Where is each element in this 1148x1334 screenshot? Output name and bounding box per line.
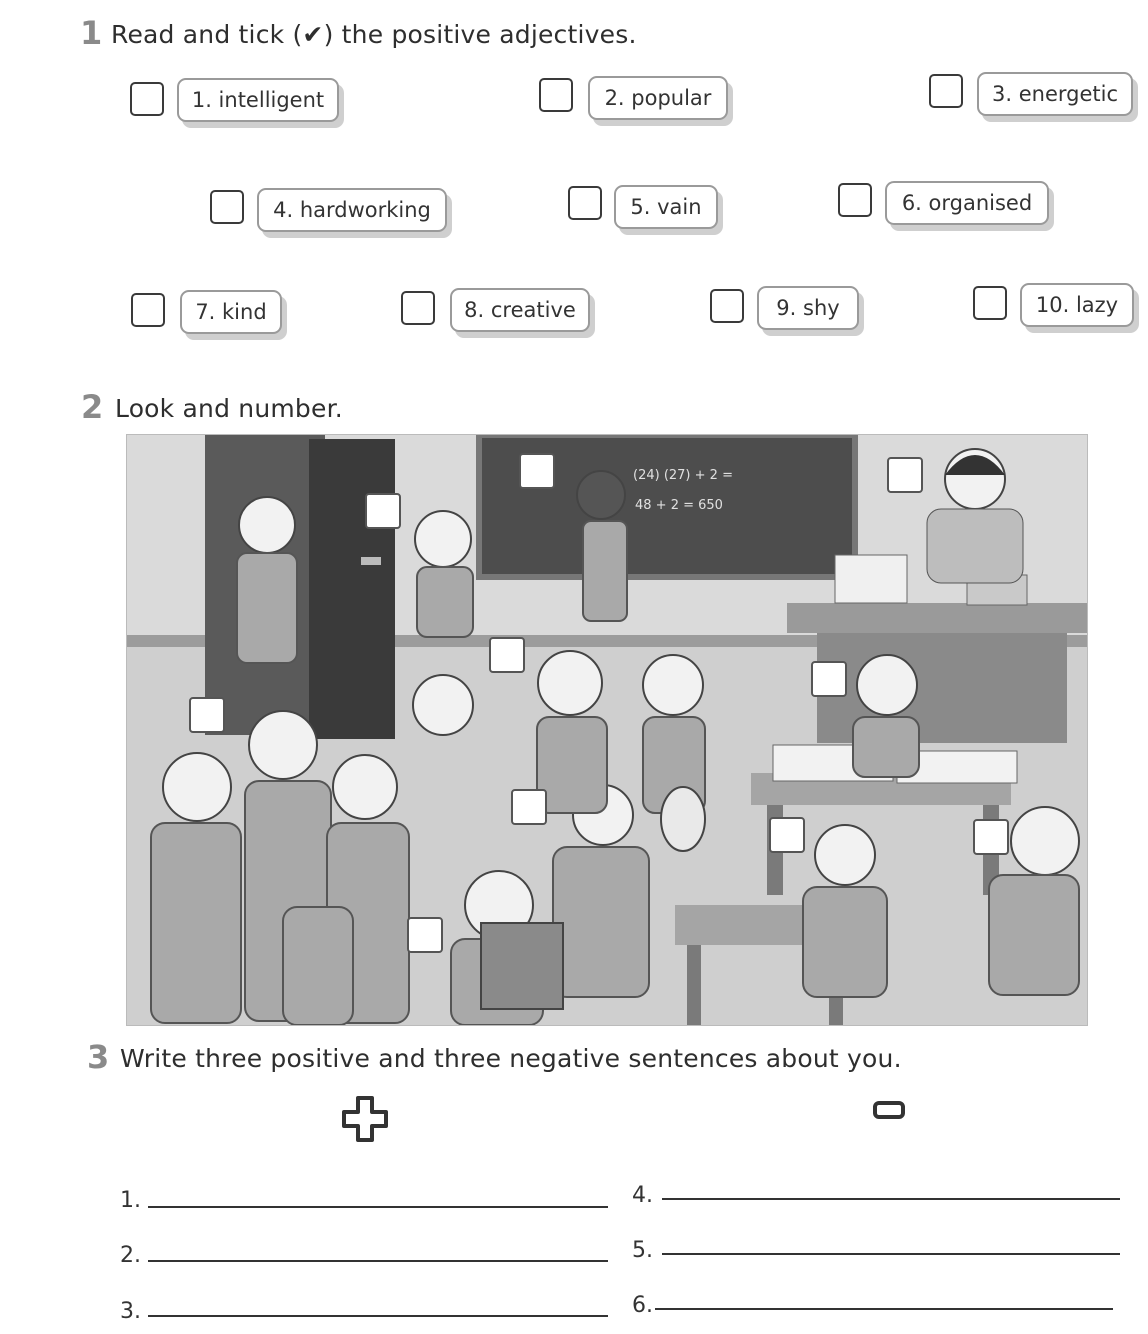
plus-icon [340, 1094, 390, 1144]
writing-line-1[interactable] [148, 1206, 608, 1208]
adjective-card-1: 1. intelligent [177, 78, 339, 122]
exercise-2-number: 2 [81, 388, 104, 426]
tick-box-9[interactable] [710, 289, 744, 323]
number-box-group-left[interactable] [189, 697, 225, 733]
adjective-card-7: 7. kind [180, 290, 282, 334]
number-box-girl-at-board[interactable] [519, 453, 555, 489]
line-number-5: 5. [632, 1238, 653, 1263]
writing-line-2[interactable] [148, 1260, 608, 1262]
adjective-card-9: 9. shy [757, 286, 859, 330]
exercise-3-instruction: Write three positive and three negative sentences about you. [120, 1044, 902, 1073]
board-text-line-1: (24) (27) + 2 = [633, 468, 733, 483]
board-text-line-2: 48 + 2 = 650 [635, 498, 723, 513]
tick-box-10[interactable] [973, 286, 1007, 320]
tick-box-1[interactable] [130, 82, 164, 116]
tick-box-5[interactable] [568, 186, 602, 220]
minus-icon [872, 1100, 906, 1122]
adjective-card-6: 6. organised [885, 181, 1049, 225]
writing-line-6[interactable] [655, 1308, 1113, 1310]
line-number-2: 2. [120, 1243, 141, 1268]
adjective-card-2: 2. popular [588, 76, 728, 120]
classroom-drawing [127, 435, 1087, 1025]
number-box-teacher[interactable] [887, 457, 923, 493]
number-box-boy-at-door[interactable] [365, 493, 401, 529]
number-box-waving-boy[interactable] [489, 637, 525, 673]
tick-box-3[interactable] [929, 74, 963, 108]
tick-box-8[interactable] [401, 291, 435, 325]
exercise-1-instruction: Read and tick (✔) the positive adjectives. [111, 20, 637, 49]
adjective-card-8: 8. creative [450, 288, 590, 332]
number-box-shy-boy[interactable] [769, 817, 805, 853]
tick-box-6[interactable] [838, 183, 872, 217]
tick-box-2[interactable] [539, 78, 573, 112]
adjective-card-3: 3. energetic [977, 72, 1133, 116]
classroom-illustration [126, 434, 1088, 1026]
exercise-3-number: 3 [87, 1038, 110, 1076]
tick-box-4[interactable] [210, 190, 244, 224]
writing-line-3[interactable] [148, 1315, 608, 1317]
number-box-writing-girl[interactable] [811, 661, 847, 697]
line-number-4: 4. [632, 1183, 653, 1208]
line-number-3: 3. [120, 1299, 141, 1324]
number-box-mirror-girl[interactable] [511, 789, 547, 825]
adjective-card-4: 4. hardworking [257, 188, 447, 232]
adjective-card-5: 5. vain [614, 185, 718, 229]
tick-box-7[interactable] [131, 293, 165, 327]
number-box-reading-boy[interactable] [407, 917, 443, 953]
number-box-relaxing-boy[interactable] [973, 819, 1009, 855]
exercise-2-instruction: Look and number. [115, 394, 343, 423]
exercise-1-number: 1 [80, 14, 103, 52]
line-number-6: 6. [632, 1293, 653, 1318]
writing-line-5[interactable] [662, 1253, 1120, 1255]
line-number-1: 1. [120, 1188, 141, 1213]
adjective-card-10: 10. lazy [1020, 283, 1134, 327]
writing-line-4[interactable] [662, 1198, 1120, 1200]
